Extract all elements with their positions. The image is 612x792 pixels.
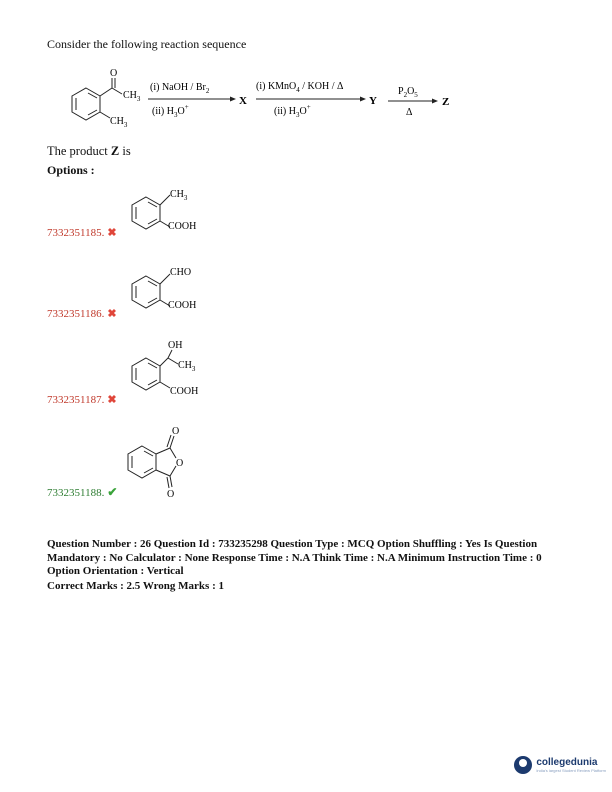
option-2-structure <box>120 262 230 318</box>
step3-arrowhead <box>432 99 438 104</box>
step1-arrowhead <box>230 97 236 102</box>
wrong-mark-icon: ✖ <box>107 308 117 320</box>
product-prompt: The product Z is <box>47 144 131 158</box>
svg-text:CH3: $CH_3$ <box>178 360 196 373</box>
question-intro: Consider the following reaction sequence <box>47 37 247 51</box>
step1-reagent-top: (i) NaOH / $Br_2$ <box>150 82 210 95</box>
product-z: Z <box>442 96 450 108</box>
collegedunia-logo <box>514 756 606 774</box>
option-1-id: 7332351185. ✖ <box>47 227 117 239</box>
svg-text:O: O <box>167 489 175 498</box>
start-o-label: O <box>110 68 118 79</box>
intermediate-y: Y <box>369 95 377 107</box>
option-2-id: 7332351186. ✖ <box>47 308 117 320</box>
reaction-scheme <box>60 66 540 136</box>
step1-reagent-bottom: (ii) $H_3O^+$ <box>152 103 189 119</box>
svg-text:COOH: COOH <box>168 221 197 232</box>
options-heading: Options : <box>47 163 95 177</box>
option-3-id: 7332351187. ✖ <box>47 394 117 406</box>
svg-text:COOH: COOH <box>168 300 197 311</box>
logo-text: collegedunia <box>536 756 598 768</box>
start-ch3-top: $CH_3$ <box>123 90 141 103</box>
question-metadata: Question Number : 26 Question Id : 733235298 Question Type : MCQ Option Shuffling : Yes Is Question Mandatory : No Calculator : None Response Time : N.A Think Time : N.A Minimum Instruction Time : 0 Option Orientation : Vertical <box>47 538 542 577</box>
marks-info: Correct Marks : 2.5 Wrong Marks : 1 <box>47 580 224 592</box>
step3-reagent-bottom: Δ <box>406 107 413 118</box>
svg-text:O: O <box>172 426 180 437</box>
intermediate-x: X <box>239 95 247 107</box>
logo-icon <box>514 756 532 774</box>
svg-text:CH3: $CH_3$ <box>170 189 188 202</box>
svg-text:CHO: CHO <box>170 267 192 278</box>
logo-subtitle: India's largest Student Review Platform <box>536 767 606 773</box>
svg-text:OH: OH <box>168 340 183 351</box>
step2-reagent-top: (i) KMnO$_4$ / KOH / Δ <box>256 81 344 94</box>
step2-reagent-bottom: (ii) $H_3O^+$ <box>274 103 311 119</box>
option-4-id: 7332351188. ✔ <box>47 485 118 499</box>
option-4-structure <box>120 424 230 498</box>
wrong-mark-icon: ✖ <box>107 394 117 406</box>
option-1-structure <box>120 183 230 239</box>
wrong-mark-icon: ✖ <box>107 227 117 239</box>
correct-mark-icon: ✔ <box>107 485 118 499</box>
svg-text:COOH: COOH <box>170 386 199 397</box>
option-3-structure <box>120 336 230 400</box>
step2-arrowhead <box>360 97 366 102</box>
start-ch3-bottom: $CH_3$ <box>110 116 128 129</box>
svg-text:O: O <box>176 458 184 469</box>
starting-material-structure <box>72 78 122 120</box>
step3-reagent-top: $P_2O_5$ <box>398 86 418 99</box>
